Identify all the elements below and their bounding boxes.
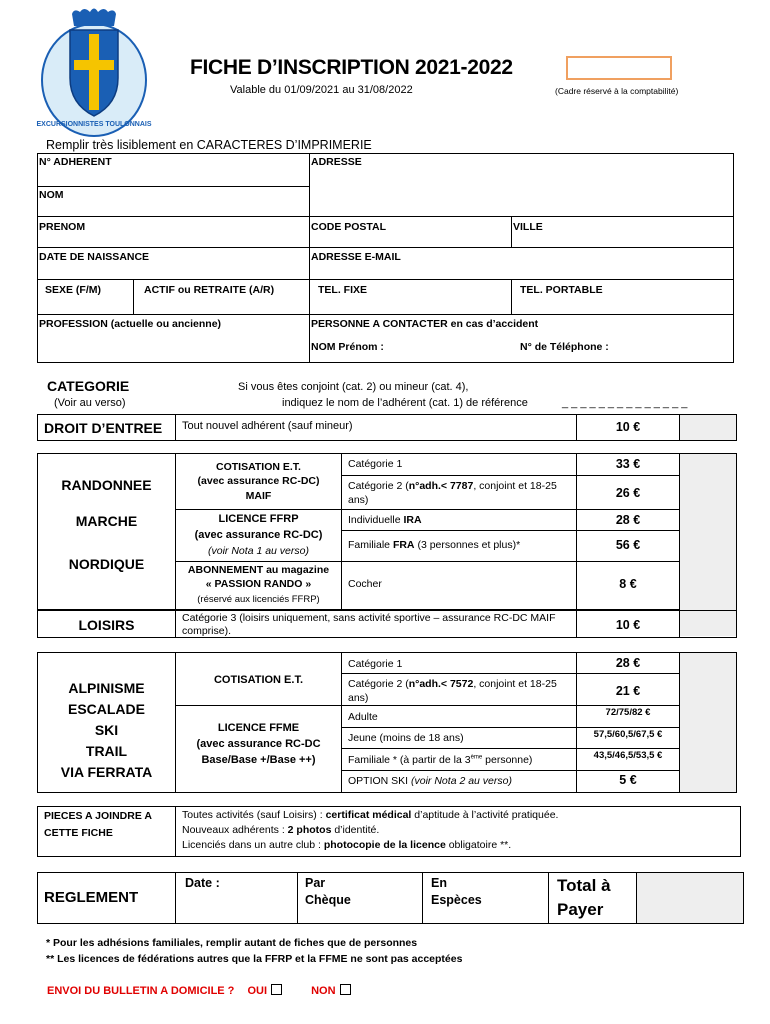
total-box[interactable] xyxy=(637,873,743,923)
footer-note-1: * Pour les adhésions familiales, remplir autant de fiches que de personnes xyxy=(46,937,418,949)
envoi-question: ENVOI DU BULLETIN A DOMICILE ? OUI NON xyxy=(47,984,351,997)
envoi-non-label: NON xyxy=(311,985,336,997)
field-tel-portable[interactable]: TEL. PORTABLE xyxy=(520,284,603,296)
rando-row-3[interactable]: Individuelle IRA xyxy=(348,514,422,526)
rando-row-5[interactable]: Cocher xyxy=(348,578,382,590)
categorie-voir: (Voir au verso) xyxy=(54,397,126,409)
droit-desc: Tout nouvel adhérent (sauf mineur) xyxy=(182,420,353,432)
rando-price-1: 33 € xyxy=(615,457,641,471)
field-prenom[interactable]: PRENOM xyxy=(39,221,86,233)
envoi-oui-label: OUI xyxy=(247,985,268,997)
rando-cotisation-3: MAIF xyxy=(245,490,272,502)
field-adresse[interactable]: ADRESSE xyxy=(311,156,362,168)
alpi-side-4: TRAIL xyxy=(85,743,128,759)
alpi-row-4[interactable]: Jeune (moins de 18 ans) xyxy=(348,732,464,744)
rando-licence-2: (avec assurance RC-DC) xyxy=(194,529,323,541)
rando-side-2: MARCHE xyxy=(75,513,138,529)
alpi-price-6: 5 € xyxy=(619,773,637,787)
rando-side-3: NORDIQUE xyxy=(68,556,145,572)
rando-cotisation-2: (avec assurance RC-DC) xyxy=(197,475,320,487)
pieces-line-1: Toutes activités (sauf Loisirs) : certificat médical d’aptitude à l’activité pratiquée. xyxy=(182,809,559,821)
field-actif[interactable]: ACTIF ou RETRAITE (A/R) xyxy=(144,284,275,296)
field-sexe[interactable]: SEXE (F/M) xyxy=(45,284,102,296)
alpi-price-1: 28 € xyxy=(615,656,641,670)
rando-price-5: 8 € xyxy=(619,577,637,591)
field-nom[interactable]: NOM xyxy=(39,189,64,201)
loisirs-desc: Catégorie 3 (loisirs uniquement, sans activité sportive – assurance RC-DC MAIF comprise). xyxy=(182,612,556,637)
rando-row-2[interactable]: Catégorie 2 (n°adh.< 7787, conjoint et 18-25 ans) xyxy=(348,480,557,506)
categorie-title: CATEGORIE xyxy=(47,378,130,394)
field-date-naissance[interactable]: DATE DE NAISSANCE xyxy=(39,251,150,263)
categorie-note1: Si vous êtes conjoint (cat. 2) ou mineur (cat. 4), xyxy=(238,381,469,393)
alpi-licence-1: LICENCE FFME xyxy=(217,722,300,734)
rando-licence-1: LICENCE FFRP xyxy=(218,513,299,525)
pieces-line-3: Licenciés dans un autre club : photocopie de la licence obligatoire **. xyxy=(182,839,512,851)
alpi-row-2[interactable]: Catégorie 2 (n°adh.< 7572, conjoint et 18-25 ans) xyxy=(348,678,557,704)
field-email[interactable]: ADRESSE E-MAIL xyxy=(311,251,401,263)
field-adherent[interactable]: N° ADHERENT xyxy=(39,156,112,168)
alpi-side-3: SKI xyxy=(94,722,119,738)
categorie-note2: indiquez le nom de l’adhérent (cat. 1) de référence xyxy=(282,397,528,409)
reglement-par-2[interactable]: Chèque xyxy=(305,893,351,907)
rando-cotisation-1: COTISATION E.T. xyxy=(216,461,301,473)
alpi-price-2: 21 € xyxy=(615,684,641,698)
pieces-line-2: Nouveaux adhérents : 2 photos d’identité. xyxy=(182,824,380,836)
rando-row-1[interactable]: Catégorie 1 xyxy=(348,458,403,470)
accounting-note: (Cadre réservé à la comptabilité) xyxy=(555,86,679,96)
droit-price: 10 € xyxy=(615,420,641,434)
rando-side-1: RANDONNEE xyxy=(61,477,152,493)
rando-price-3: 28 € xyxy=(615,513,641,527)
pieces-label-2: CETTE FICHE xyxy=(44,827,113,839)
pieces-label-1: PIECES A JOINDRE A xyxy=(44,810,152,822)
alpi-price-5: 43,5/46,5/53,5 € xyxy=(593,750,663,761)
instruction-text: Remplir très lisiblement en CARACTERES D’IMPRIMERIE xyxy=(46,138,372,152)
loisirs-price: 10 € xyxy=(615,618,641,632)
reglement-en-1[interactable]: En xyxy=(431,876,447,890)
rando-licence-3: (voir Nota 1 au verso) xyxy=(208,545,309,557)
club-logo-icon xyxy=(34,8,154,138)
alpi-price-3: 72/75/82 € xyxy=(605,707,651,718)
field-code-postal[interactable]: CODE POSTAL xyxy=(311,221,387,233)
envoi-oui-checkbox[interactable] xyxy=(271,984,282,995)
reglement-date[interactable]: Date : xyxy=(185,876,220,890)
footer-note-2: ** Les licences de fédérations autres que la FFRP et la FFME ne sont pas acceptées xyxy=(46,953,463,965)
alpi-cotisation: COTISATION E.T. xyxy=(213,674,304,686)
envoi-non-checkbox[interactable] xyxy=(340,984,351,995)
reglement-label: REGLEMENT xyxy=(44,889,139,906)
alpi-licence-2: (avec assurance RC-DC xyxy=(196,738,321,750)
rando-price-2: 26 € xyxy=(615,486,641,500)
loisirs-label: LOISIRS xyxy=(78,617,135,633)
reglement-en-2[interactable]: Espèces xyxy=(431,893,482,907)
alpi-side-2: ESCALADE xyxy=(67,701,145,717)
rando-price-4: 56 € xyxy=(615,538,641,552)
alpi-side-5: VIA FERRATA xyxy=(60,764,153,780)
reglement-total-1: Total à xyxy=(557,876,611,895)
rando-abo-3: (réservé aux licenciés FFRP) xyxy=(197,594,320,605)
field-ville[interactable]: VILLE xyxy=(513,221,543,233)
logo xyxy=(34,8,154,138)
field-contact: PERSONNE A CONTACTER en cas d’accident xyxy=(311,318,539,330)
rando-row-4[interactable]: Familiale FRA (3 personnes et plus)* xyxy=(348,539,521,551)
alpi-row-3[interactable]: Adulte xyxy=(348,711,378,723)
alpi-licence-3: Base/Base +/Base ++) xyxy=(201,754,316,766)
rando-abo-2: « PASSION RANDO » xyxy=(205,578,312,590)
page-title: FICHE D’INSCRIPTION 2021-2022 xyxy=(190,56,513,79)
field-contact-nom[interactable]: NOM Prénom : xyxy=(311,341,384,353)
alpi-price-4: 57,5/60,5/67,5 € xyxy=(593,729,663,740)
svg-text:EXCURSIONNISTES TOULONNAIS: EXCURSIONNISTES TOULONNAIS xyxy=(36,121,152,128)
alpi-row-5[interactable]: Familiale * (à partir de la 3ème personne) xyxy=(348,754,533,766)
field-contact-tel[interactable]: N° de Téléphone : xyxy=(520,341,609,353)
droit-label: DROIT D’ENTREE xyxy=(44,420,163,436)
alpi-side-1: ALPINISME xyxy=(68,680,145,696)
field-profession[interactable]: PROFESSION (actuelle ou ancienne) xyxy=(39,318,222,330)
alpi-row-6[interactable]: OPTION SKI (voir Nota 2 au verso) xyxy=(348,775,512,787)
rando-abo-1: ABONNEMENT au magazine xyxy=(187,564,330,576)
field-tel-fixe[interactable]: TEL. FIXE xyxy=(318,284,368,296)
categorie-blank[interactable]: _ _ _ _ _ _ _ _ _ _ _ _ _ _ xyxy=(562,397,688,409)
validity-text: Valable du 01/09/2021 au 31/08/2022 xyxy=(230,84,413,96)
accounting-box[interactable] xyxy=(566,56,672,80)
reglement-par-1[interactable]: Par xyxy=(305,876,326,890)
alpi-row-1[interactable]: Catégorie 1 xyxy=(348,658,403,670)
reglement-total-2: Payer xyxy=(557,900,604,919)
